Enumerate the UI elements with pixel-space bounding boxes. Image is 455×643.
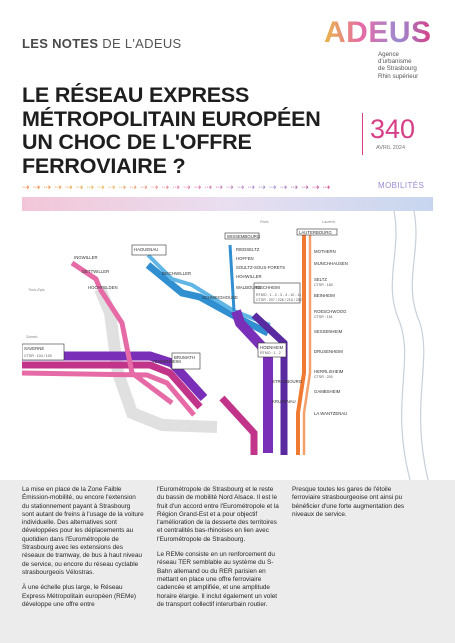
adeus-logo <box>322 14 438 54</box>
issue-divider <box>362 113 363 155</box>
paragraph: l'Eurométropole de Strasbourg et le reste du bassin de mobilité Nord Alsace. Il est le fruit d'un accord entre l'Eurométropole et la Région Grand-Est et a pour objectif l'amélioration de la desserte des territoires et centralités bas-rhinoises en lien avec l'Eurométropole de Strasbourg. <box>157 486 279 543</box>
label-herrlisheim: HERRLISHEIM <box>314 369 344 374</box>
label-munchhausen: MUNCHHAUSEN <box>314 261 348 266</box>
label-la-wantzenau: LA WANTZENAU <box>314 411 348 416</box>
page-title <box>22 84 352 178</box>
freq-saverne: CTSR : 104 / 100 <box>24 354 52 358</box>
label-schweighouse: SCHWEIGHOUSE <box>202 295 238 300</box>
series-title <box>22 36 181 51</box>
issue-number: 340 <box>370 114 416 144</box>
label-sessenheim: SESSENHEIM <box>314 329 343 334</box>
freq-bischheim: RTMO : 1 - 2 - 3 - 4 - 10 - 11 <box>256 293 302 297</box>
agency-line: d'urbanisme <box>378 58 412 66</box>
freq-hoenheim: RTMO : 1 - 2 <box>260 351 281 355</box>
agency-line: de Strasbourg <box>378 65 417 73</box>
paragraph: À une échelle plus large, le Réseau Express Métropolitain européen (REMe) développe une offre entre <box>22 584 137 608</box>
label-mothern: MOTHERN <box>314 249 336 254</box>
issue-date: AVRIL 2024 <box>376 145 406 151</box>
title-line: LE RÉSEAU EXPRESS <box>22 83 250 107</box>
freq-seltz: CTSR : 160 <box>314 283 333 287</box>
label-wissembourg: WISSEMBOURG <box>227 234 261 239</box>
label-hochfelden: HOCHFELDEN <box>88 285 118 290</box>
label-gambsheim: GAMBSHEIM <box>314 389 341 394</box>
title-line: UN CHOC DE L'OFFRE FERROVIAIRE ? <box>22 130 252 178</box>
topic-label: MOBILITÉS <box>378 181 425 190</box>
series-bold: LES NOTES <box>22 36 99 51</box>
label-bischwiller: BISCHWILLER <box>162 271 192 276</box>
label-vendenheim: VENDENHEIM <box>152 359 181 364</box>
river-rhine-bank <box>412 211 428 480</box>
label-seltz: SELTZ <box>314 277 328 282</box>
paragraph: La mise en place de la Zone Faible Émission-mobilité, ou encore l'extension du stationnement payant à Strasbourg sont autant de freins à l'usage de la voiture individuelle. Des alternatives sont développées pour les déplacements au quotidien dans l'Eurométropole de Strasbourg avec les extensions des réseaux de tramway, de bus à haut niveau de service, ou encore du réseau cyclable strasbourgeois Vélostras. <box>22 486 144 576</box>
label-lauterbourg: LAUTERBOURG <box>299 230 332 235</box>
map-header-band <box>22 197 433 211</box>
series-rest: DE L'ADEUS <box>98 36 182 51</box>
agency-line: Agence <box>378 51 399 58</box>
label-hohwiller: HOHWILLER <box>236 274 262 279</box>
river-rhine <box>392 211 410 480</box>
label-krutenau: KRUTENAU <box>272 399 296 404</box>
line-west-pink <box>22 373 194 415</box>
label-hoenheim: HOENHEIM <box>260 345 284 350</box>
agency-name <box>378 51 418 80</box>
label-ingwiller: INGWILLER <box>74 255 98 260</box>
label-saverne: SAVERNE <box>24 346 45 351</box>
label-walbourg: WALBOURG <box>236 285 261 290</box>
label-soultz: SOULTZ-SOUS-FORETS <box>236 265 286 270</box>
label-strasbourg: STRASBOURG <box>272 379 303 384</box>
freq-herrlisheim: CTSR : 200 <box>314 375 333 379</box>
label-hoffen: HOFFEN <box>236 256 254 261</box>
label-dettwiller: DETTWILLER <box>82 269 110 274</box>
theme-icons: ⇢⇢⇢⇢⇢⇢⇢⇢⇢⇢⇢⇢⇢⇢⇢⇢⇢⇢⇢⇢⇢⇢⇢⇢⇢⇢⇢⇢⇢ <box>22 182 334 192</box>
agency-line: Rhin supérieur <box>378 72 419 80</box>
label-haguenau: HAGUENAU <box>134 247 159 252</box>
rail-network-map <box>22 193 433 480</box>
logo-text: ADEUS <box>324 16 432 49</box>
label-riedseltz: RIEDSELTZ <box>236 247 260 252</box>
freq-ctsr: CTSR : 207 / 226 / 215 / 252 <box>256 298 302 302</box>
line-wissembourg <box>230 245 234 311</box>
paragraph: Le REMe consiste en un renforcement du réseau TER semblable au système du S-Bahn allemand ou du RER parisien en mettant en place une offre ferroviaire cadencée et amplifiée, et une amplitude horaire élargie. Il inclut également un volet de transport collectif interurbain routier. <box>157 551 278 608</box>
text-column-1 <box>22 486 144 616</box>
paragraph: Presque toutes les gares de l'étoile ferroviaire strasbourgeoise ont ainsi pu bénéficier d'une forte augmentation des niveaux de service. <box>292 486 405 518</box>
trip-paris: Paris <box>260 220 269 224</box>
text-column-2 <box>157 486 279 616</box>
title-line: MÉTROPOLITAIN EUROPÉEN <box>22 106 321 131</box>
freq-roeschwoog: CTSR : 151 <box>314 315 333 319</box>
label-brumath: BRUMATH <box>174 355 195 360</box>
trip-trois-epis: Trois-Epis <box>28 288 45 292</box>
label-beinheim: BEINHEIM <box>314 293 335 298</box>
label-drusenheim: DRUSENHEIM <box>314 349 343 354</box>
trip-lauterb: Lauterb. <box>322 220 336 224</box>
text-column-3 <box>292 486 414 526</box>
label-bischheim: BISCHHEIM <box>256 285 280 290</box>
label-roeschwoog: ROESCHWOOG <box>314 309 347 314</box>
line-central-magenta <box>222 398 254 455</box>
trip-sarreb: Sarreb. <box>26 335 39 339</box>
